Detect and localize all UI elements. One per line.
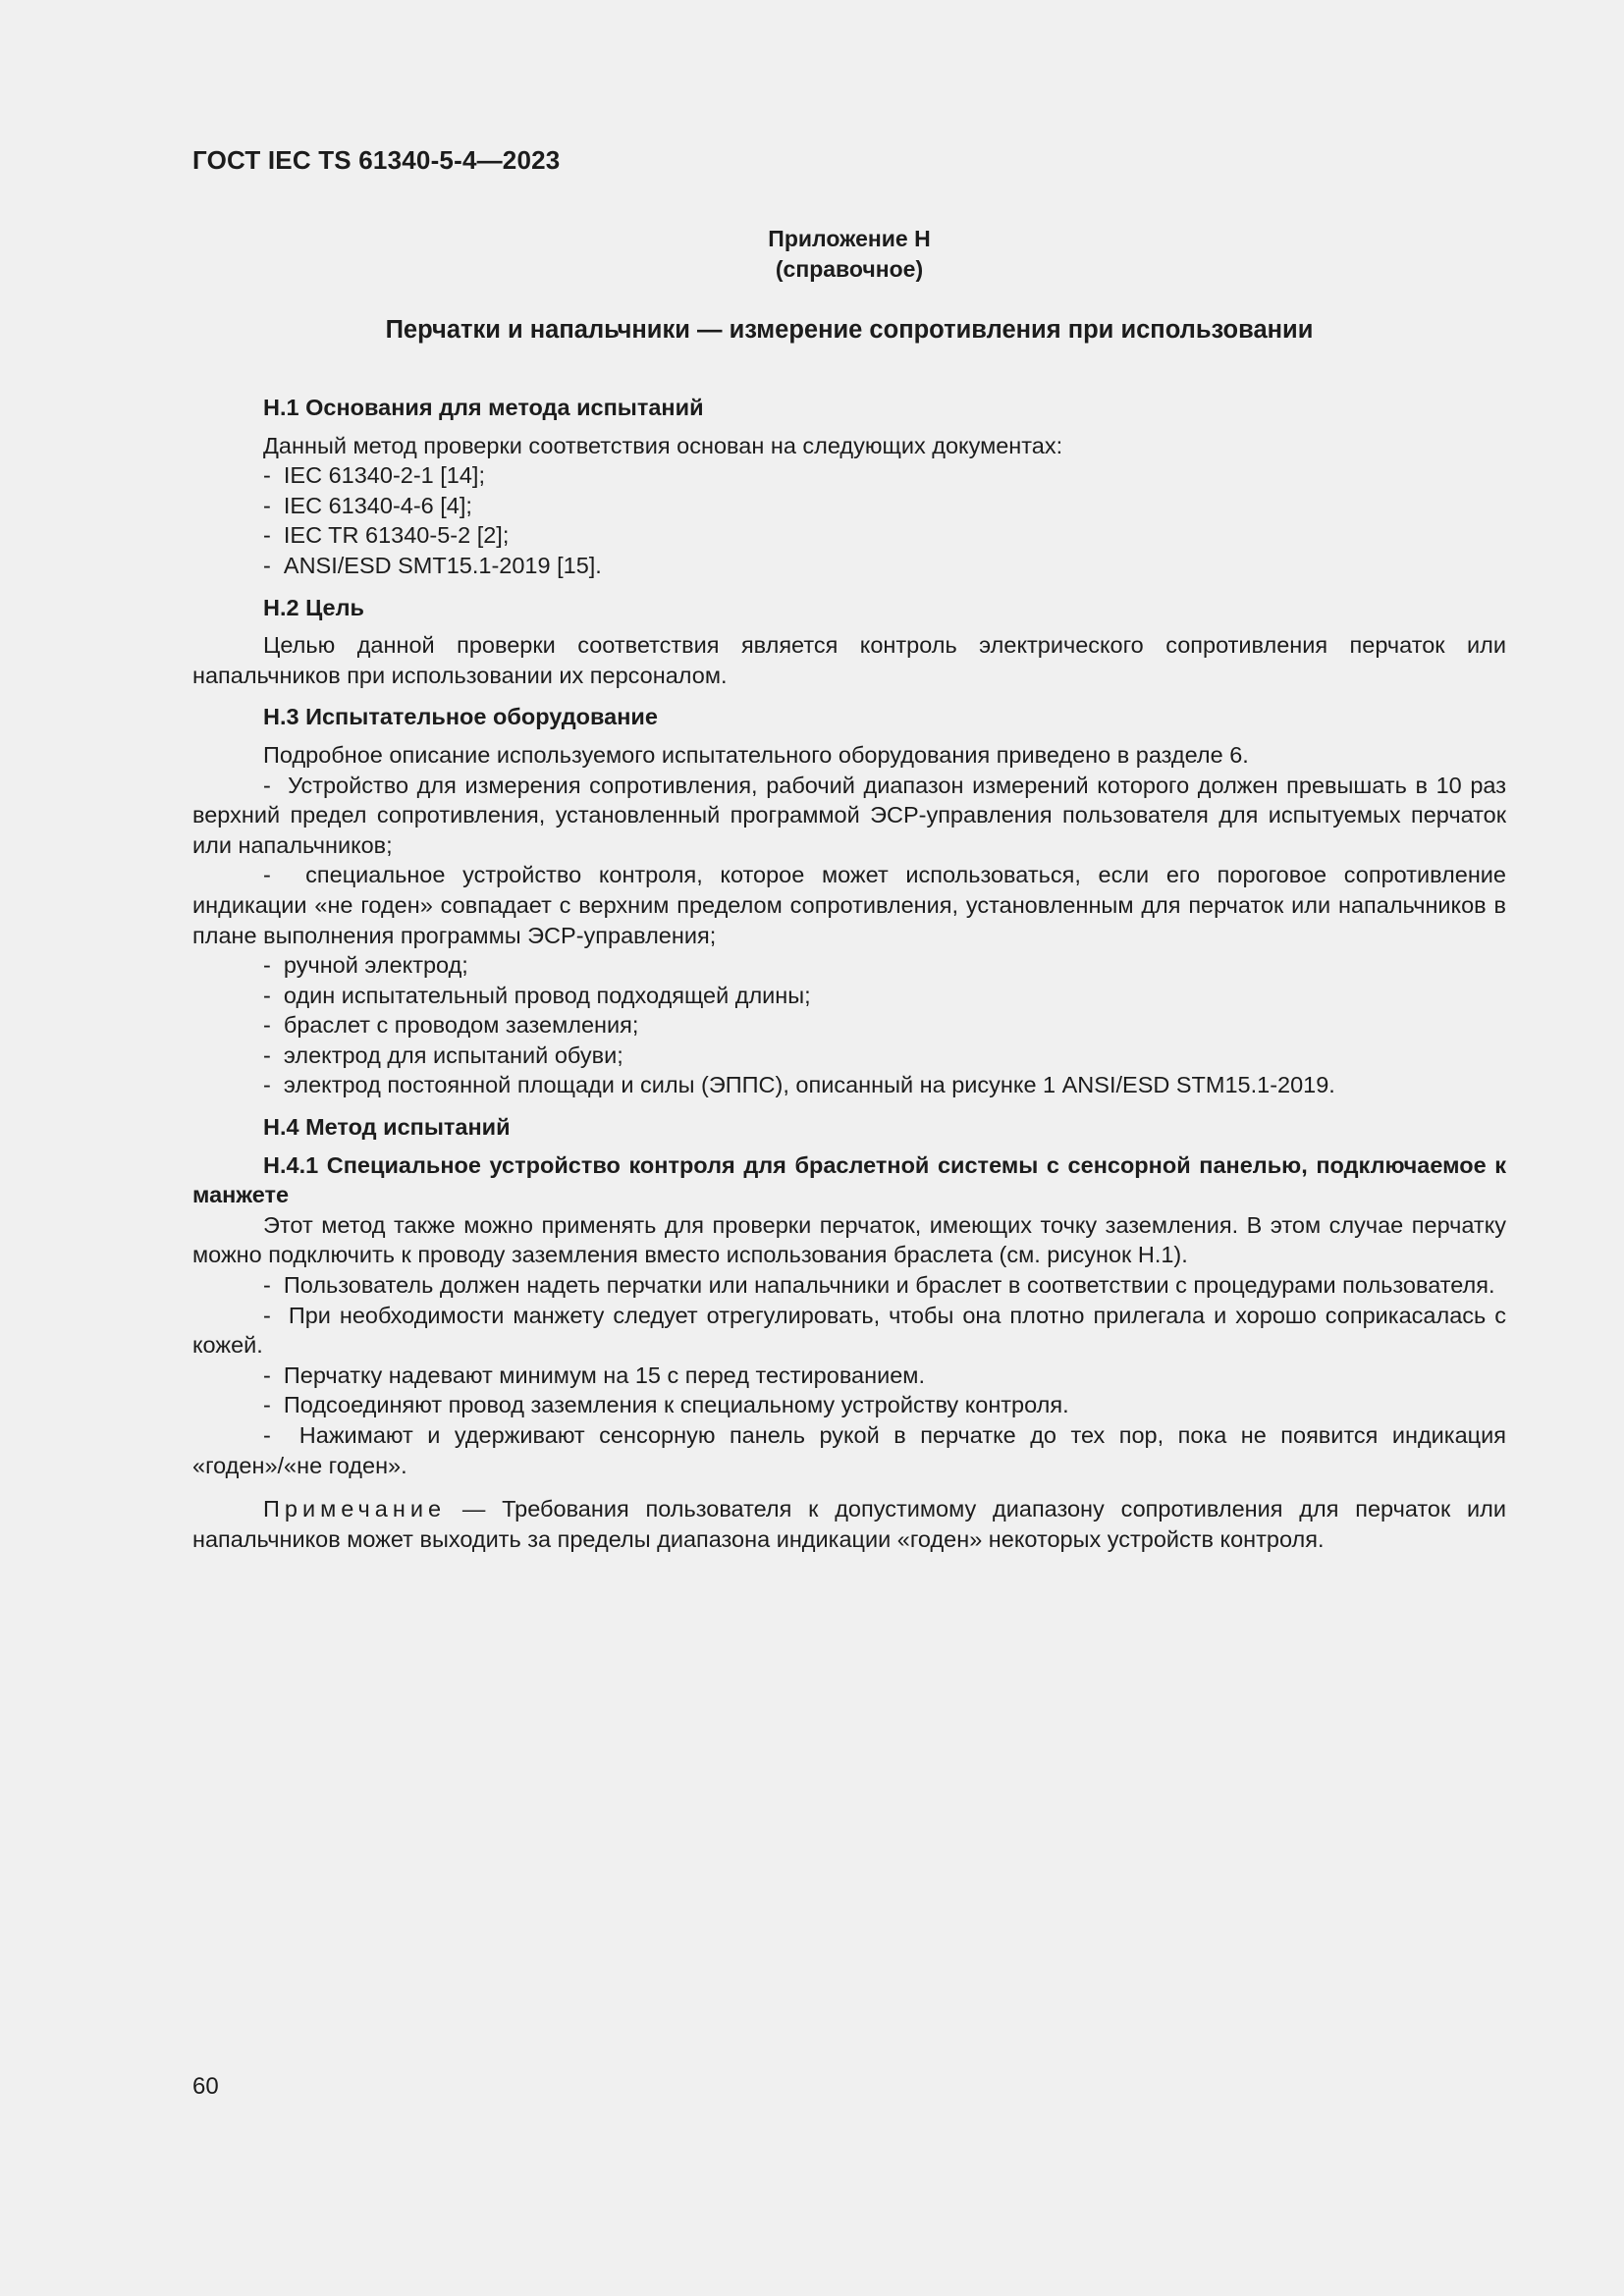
annex-heading	[192, 224, 1506, 285]
equipment-item: - электрод постоянной площади и силы (ЭППС), описанный на рисунке 1 ANSI/ESD STM15.1-2019.	[192, 1070, 1506, 1100]
reference-item: - ANSI/ESD SMT15.1-2019 [15].	[192, 551, 1506, 581]
equipment-item: - ручной электрод;	[192, 950, 1506, 981]
section-h2-text: Целью данной проверки соответствия является контроль электрического сопротивления перчаток или напальчников при использовании их персоналом.	[192, 632, 1506, 688]
section-h4-intro: Этот метод также можно применять для проверки перчаток, имеющих точку заземления. В этом случае перчатку можно подключить к проводу заземления вместо использования браслета (см. рисунок Н.1).	[192, 1211, 1506, 1268]
note-text: — Требования пользователя к допустимому диапазону сопротивления для перчаток или напальчников может выходить за пределы диапазона индикации «годен» некоторых устройств контроля.	[192, 1496, 1506, 1552]
note-label: Примечание	[263, 1496, 447, 1522]
equipment-item: - специальное устройство контроля, которое может использоваться, если его пороговое сопротивление индикации «не годен» совпадает с верхним пределом сопротивления, установленным для перчаток или напальчников в плане выполнения программы ЭСР-управления;	[192, 860, 1506, 950]
equipment-item: - один испытательный провод подходящей длины;	[192, 981, 1506, 1011]
procedure-step: - При необходимости манжету следует отрегулировать, чтобы она плотно прилегала и хорошо соприкасалась с кожей.	[192, 1301, 1506, 1361]
procedure-step: - Перчатку надевают минимум на 15 с перед тестированием.	[192, 1361, 1506, 1391]
equipment-item: - браслет с проводом заземления;	[192, 1010, 1506, 1041]
document-header: ГОСТ IEC TS 61340-5-4—2023	[192, 145, 561, 175]
page-number: 60	[192, 2073, 219, 2100]
annex-type: (справочное)	[775, 256, 924, 282]
note	[192, 1494, 1506, 1554]
section-heading-h3: Н.3 Испытательное оборудование	[263, 704, 658, 730]
section-h1-intro: Данный метод проверки соответствия основан на следующих документах:	[263, 432, 1063, 458]
reference-item: - IEC 61340-2-1 [14];	[192, 460, 1506, 491]
annex-title: Перчатки и напальчники — измерение сопротивления при использовании	[385, 316, 1314, 344]
section-heading-h2: Н.2 Цель	[263, 594, 364, 620]
procedure-step: - Нажимают и удерживают сенсорную панель рукой в перчатке до тех пор, пока не появится индикация «годен»/«не годен».	[192, 1420, 1506, 1480]
reference-item: - IEC 61340-4-6 [4];	[192, 491, 1506, 521]
section-heading-h1: Н.1 Основания для метода испытаний	[263, 395, 704, 420]
annex-label: Приложение Н	[768, 226, 931, 251]
reference-item: - IEC TR 61340-5-2 [2];	[192, 520, 1506, 551]
procedure-step: - Подсоединяют провод заземления к специальному устройству контроля.	[192, 1390, 1506, 1420]
section-h3-intro: Подробное описание используемого испытательного оборудования приведено в разделе 6.	[263, 741, 1249, 768]
section-heading-h4: Н.4 Метод испытаний	[263, 1114, 511, 1141]
procedure-step: - Пользователь должен надеть перчатки или напальчники и браслет в соответствии с процедурами пользователя.	[192, 1270, 1506, 1301]
equipment-item: - Устройство для измерения сопротивления, рабочий диапазон измерений которого должен превышать в 10 раз верхний предел сопротивления, установленный программой ЭСР-управления пользователя для испытуемых перчаток или напальчников;	[192, 771, 1506, 861]
equipment-item: - электрод для испытаний обуви;	[192, 1041, 1506, 1071]
document-body	[192, 393, 1506, 1554]
subsection-heading-h4-1: Н.4.1 Специальное устройство контроля для браслетной системы с сенсорной панелью, подключаемое к манжете	[192, 1151, 1506, 1208]
